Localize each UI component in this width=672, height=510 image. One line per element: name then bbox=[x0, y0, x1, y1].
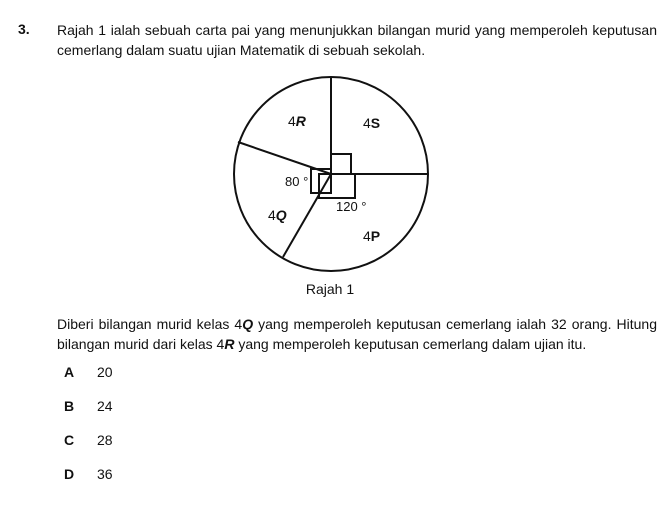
prompt-text-2: yang memperoleh keputusan cemerlang ialah 32 orang. Hitung bilangan murid dari kelas 4 bbox=[57, 316, 657, 352]
option-value: 36 bbox=[97, 466, 113, 482]
question-stem: Rajah 1 ialah sebuah carta pai yang menunjukkan bilangan murid yang memperoleh keputusan cemerlang dalam suatu ujian Matematik di sebuah sekolah. bbox=[57, 22, 657, 58]
angle-label-120: 120 ° bbox=[336, 199, 367, 214]
sector-label-4Q: 4Q bbox=[268, 207, 287, 223]
question-number: 3. bbox=[18, 21, 30, 37]
pie-chart bbox=[230, 76, 440, 306]
option-letter: B bbox=[64, 398, 75, 414]
angle-label-80: 80 ° bbox=[285, 174, 309, 189]
prompt-text-3: yang memperoleh keputusan cemerlang dalam ujian itu. bbox=[234, 336, 587, 352]
pie-chart-figure bbox=[230, 76, 440, 306]
prompt-text-1: Diberi bilangan murid kelas 4 bbox=[57, 316, 243, 332]
class-letter-r: R bbox=[224, 336, 235, 352]
class-letter-q: Q bbox=[242, 316, 254, 332]
option-letter: D bbox=[64, 466, 75, 482]
sector-label-4S: 4S bbox=[363, 115, 381, 131]
figure-caption: Rajah 1 bbox=[305, 281, 355, 297]
sector-label-4P: 4P bbox=[363, 228, 381, 244]
question-prompt bbox=[57, 314, 657, 354]
option-value: 28 bbox=[97, 432, 113, 448]
option-letter: C bbox=[64, 432, 75, 448]
sector-label-4R: 4R bbox=[288, 113, 306, 129]
right-angle-marker bbox=[331, 154, 351, 174]
option-letter: A bbox=[64, 364, 75, 380]
option-value: 24 bbox=[97, 398, 113, 414]
option-value: 20 bbox=[97, 364, 113, 380]
